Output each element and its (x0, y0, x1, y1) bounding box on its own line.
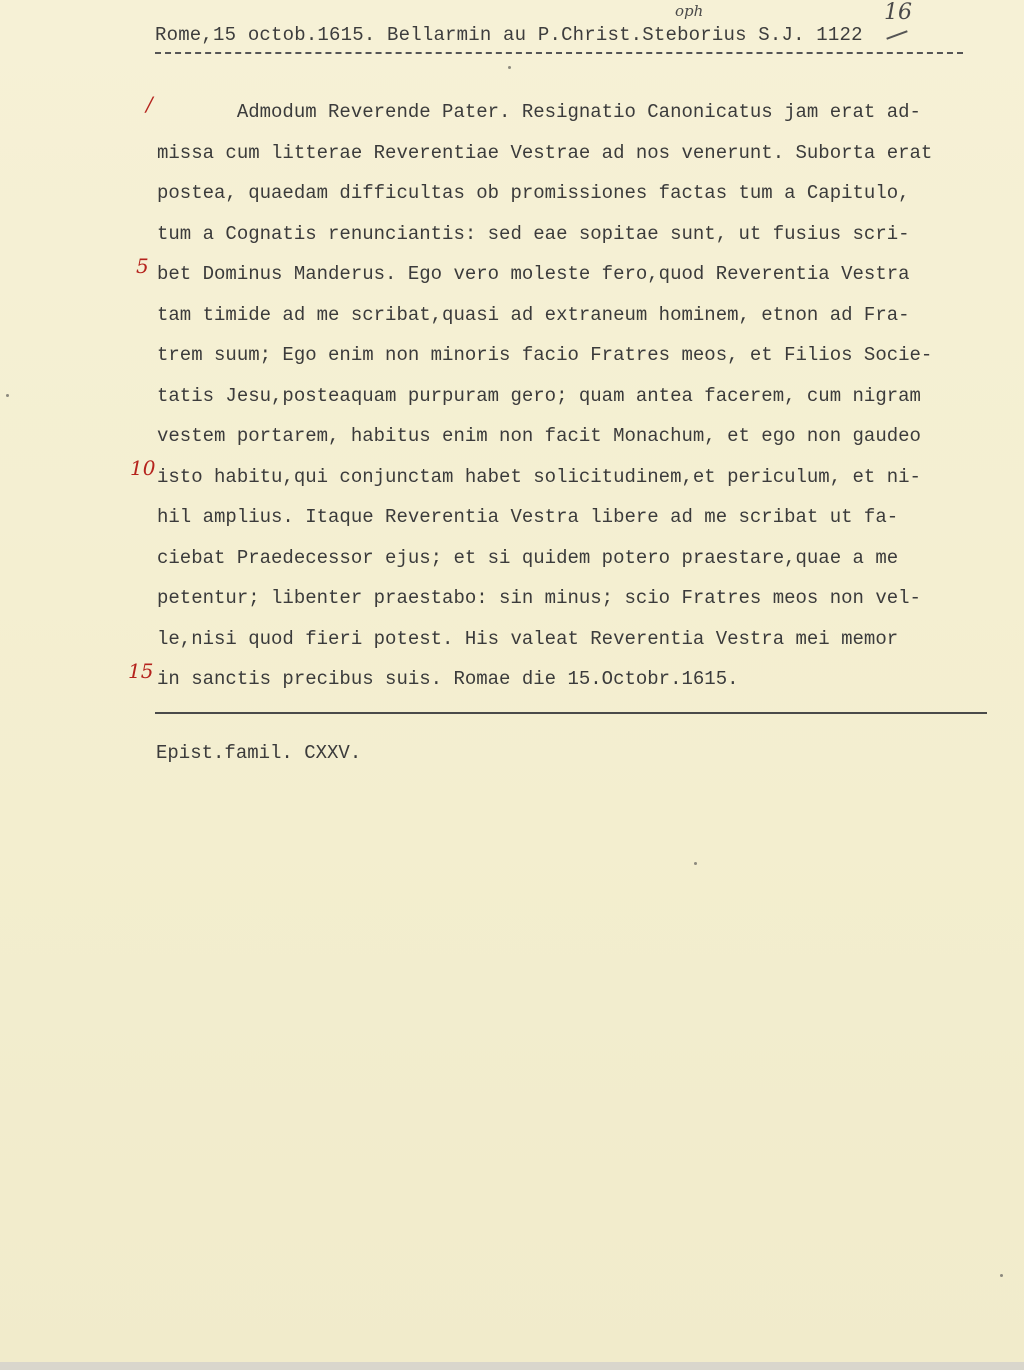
header-divider (155, 52, 963, 54)
letter-line: trem suum; Ego enim non minoris facio Fratres meos, et Filios Socie- (157, 344, 933, 366)
letter-line: le,nisi quod fieri potest. His valeat Reverentia Vestra mei memor (157, 627, 899, 650)
paper-speck (508, 66, 511, 69)
letter-body (157, 92, 1007, 700)
handwritten-annotation: oph (675, 2, 704, 20)
letter-line: in sanctis precibus suis. Romae die 15.Octobr.1615. (157, 668, 739, 690)
letter-line: hil amplius. Itaque Reverentia Vestra libere ad me scribat ut fa- (157, 506, 899, 528)
paper-speck (6, 394, 9, 397)
letter-line: tatis Jesu,posteaquam purpuram gero; quam antea facerem, cum nigram (157, 384, 921, 407)
paper-speck (694, 862, 697, 865)
letter-line: postea, quaedam difficultas ob promissiones factas tum a Capitulo, (157, 182, 910, 204)
letter-line: isto habitu,qui conjunctam habet solicitudinem,et periculum, et ni- (157, 465, 921, 488)
source-reference: Epist.famil. CXXV. (156, 742, 362, 764)
margin-line-number: 10 (130, 456, 156, 480)
letter-line: tum a Cognatis renunciantis: sed eae sopitae sunt, ut fusius scri- (157, 222, 910, 245)
letter-line: vestem portarem, habitus enim non facit Monachum, et ego non gaudeo (157, 425, 921, 447)
letter-header: Rome,15 octob.1615. Bellarmin au P.Christ.Steborius S.J. 1122 (155, 24, 863, 46)
strikethrough-mark (886, 30, 907, 39)
letter-line: ciebat Praedecessor ejus; et si quidem potero praestare,quae a me (157, 546, 899, 569)
margin-line-number: 5 (136, 254, 149, 278)
margin-line-number: 15 (128, 659, 154, 683)
handwritten-page-number: 16 (884, 0, 912, 25)
margin-line-number: / (146, 92, 153, 116)
closing-divider (155, 712, 987, 714)
letter-line: missa cum litterae Reverentiae Vestrae ad nos venerunt. Suborta erat (157, 141, 933, 164)
letter-line: tam timide ad me scribat,quasi ad extraneum hominem, etnon ad Fra- (157, 303, 910, 326)
paper-speck (1000, 1274, 1003, 1277)
letter-line: bet Dominus Manderus. Ego vero moleste fero,quod Reverentia Vestra (157, 263, 910, 285)
scan-edge (0, 1362, 1024, 1370)
letter-line: Admodum Reverende Pater. Resignatio Canonicatus jam erat ad- (157, 101, 921, 123)
letter-line: petentur; libenter praestabo: sin minus; scio Fratres meos non vel- (157, 587, 921, 609)
